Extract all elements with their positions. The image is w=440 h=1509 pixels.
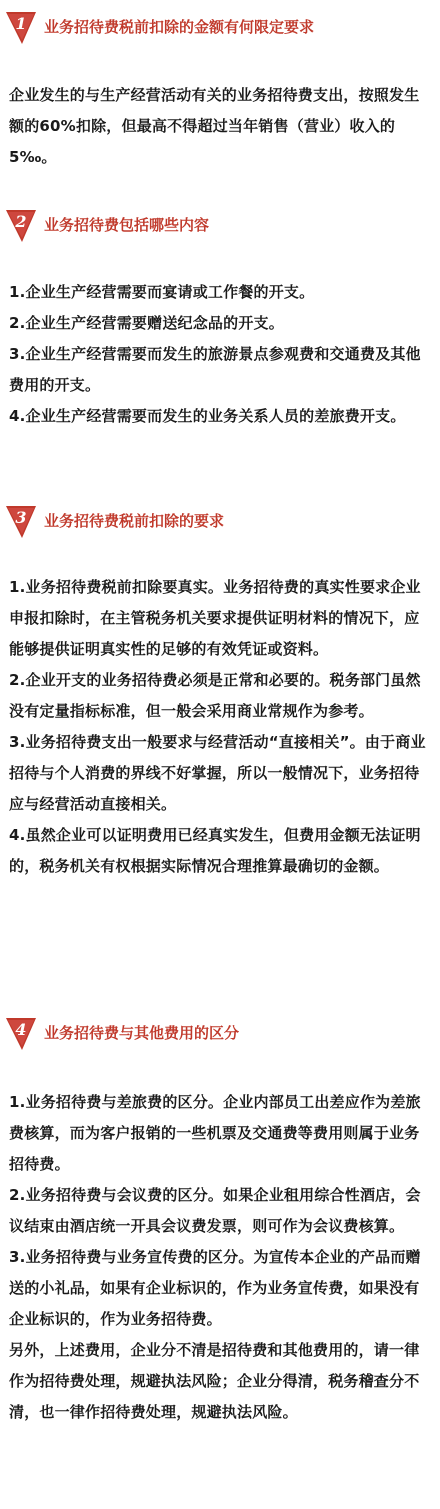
list-item: 1.业务招待费与差旅费的区分。企业内部员工出差应作为差旅费核算，而为客户报销的一些机票及交通费等费用则属于业务招待费。	[9, 1093, 421, 1173]
number-badge	[6, 506, 36, 538]
list-item: 1.业务招待费税前扣除要真实。业务招待费的真实性要求企业申报扣除时，在主管税务机关要求提供证明材料的情况下，应能够提供证明真实性的足够的有效凭证或资料。	[9, 578, 421, 658]
section-body	[9, 572, 433, 882]
list-item: 另外，上述费用，企业分不清是招待费和其他费用的，请一律作为招待费处理，规避执法风险；企业分得清，税务稽查分不清，也一律作招待费处理，规避执法风险。	[9, 1341, 420, 1421]
list-item: 4.企业生产经营需要而发生的业务关系人员的差旅费开支。	[9, 407, 406, 425]
section-body	[9, 277, 433, 432]
section-number: 1	[15, 14, 27, 33]
list-item: 2.企业开支的业务招待费必须是正常和必要的。税务部门虽然没有定量指标标准，但一般会采用商业常规作为参考。	[9, 671, 421, 720]
section-header	[6, 506, 426, 538]
list-item: 4.虽然企业可以证明费用已经真实发生，但费用金额无法证明的，税务机关有权根据实际情况合理推算最确切的金额。	[9, 826, 421, 875]
section-number: 2	[15, 212, 27, 231]
list-item: 3.企业生产经营需要而发生的旅游景点参观费和交通费及其他费用的开支。	[9, 345, 421, 394]
number-badge	[6, 1018, 36, 1050]
list-item: 2.企业生产经营需要赠送纪念品的开支。	[9, 314, 284, 332]
section-header	[6, 210, 426, 242]
number-badge	[6, 210, 36, 242]
section-body	[9, 1087, 433, 1428]
list-item: 1.企业生产经营需要而宴请或工作餐的开支。	[9, 283, 315, 301]
section-header	[6, 12, 426, 44]
section-number: 4	[15, 1020, 27, 1039]
section-number: 3	[15, 508, 27, 527]
list-item: 3.业务招待费支出一般要求与经营活动“直接相关”。由于商业招待与个人消费的界线不好掌握，所以一般情况下，业务招待应与经营活动直接相关。	[9, 733, 426, 813]
paragraph: 企业发生的与生产经营活动有关的业务招待费支出，按照发生额的60%扣除，但最高不得超过当年销售（营业）收入的5‰。	[9, 86, 420, 166]
section-header	[6, 1018, 426, 1050]
number-badge	[6, 12, 36, 44]
section-body	[9, 80, 433, 173]
section-title: 业务招待费税前扣除的金额有何限定要求	[44, 18, 315, 36]
list-item: 2.业务招待费与会议费的区分。如果企业租用综合性酒店，会议结束由酒店统一开具会议费发票，则可作为会议费核算。	[9, 1186, 421, 1235]
section-title: 业务招待费税前扣除的要求	[44, 512, 225, 530]
section-title: 业务招待费与其他费用的区分	[44, 1024, 240, 1042]
section-title: 业务招待费包括哪些内容	[44, 216, 210, 234]
list-item: 3.业务招待费与业务宣传费的区分。为宣传本企业的产品而赠送的小礼品，如果有企业标识的，作为业务宣传费，如果没有企业标识的，作为业务招待费。	[9, 1248, 421, 1328]
